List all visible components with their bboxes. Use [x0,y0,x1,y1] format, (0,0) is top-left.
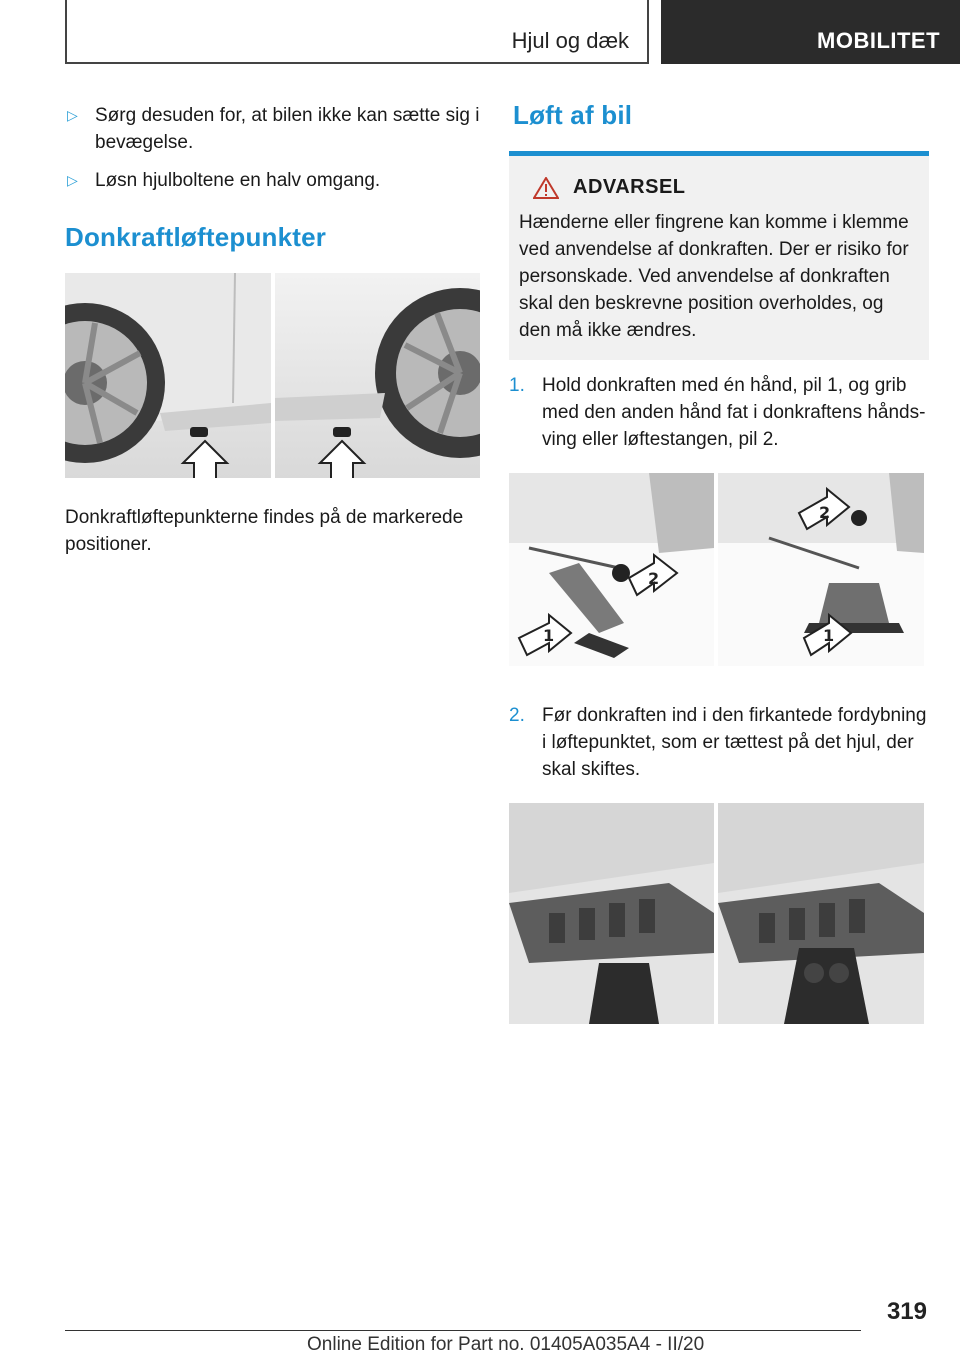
header-chapter-box [661,0,960,64]
warning-title-row [519,174,919,201]
footer-edition-text: Online Edition for Part no. 01405A035A4 - II/20 [307,1334,705,1355]
warning-box [509,151,929,360]
warning-text: Hænderne eller fingrene kan komme i klemme ved anvendelse af donkraften. Der er risiko for personskade. Ved anvendelse af donkraften skal den beskrevne position overholdes, og den må ikke ændres. [519,212,909,341]
step-text: Hold donkraften med én hånd, pil 1, og grib med den anden hånd fat i donkraftens hånds-ving eller løftestangen, pil 2. [542,375,926,450]
section-heading-jack-points: Donkraftløftepunkter [65,222,327,252]
jack-placement-photo [509,803,924,1024]
arrow-label-2: 2 [648,569,660,588]
step-number: 1. [509,375,525,396]
step-number: 2. [509,705,525,726]
jack-handling-photo [509,473,924,666]
figure-caption: Donkraftløftepunkterne findes på de markerede positioner. [65,507,464,555]
section-heading-lift-car: Løft af bil [513,100,633,130]
bullet-text: Sørg desuden for, at bilen ikke kan sætte sig i bevægelse. [95,105,480,153]
arrow-label-1: 1 [543,626,555,645]
triangle-bullet-icon: ▷ [67,107,78,123]
warning-title: ADVARSEL [573,176,686,198]
bullet-item [65,167,480,194]
arrow-label-2b: 2 [819,503,831,522]
right-column [509,102,929,1024]
header-section-title: Hjul og dæk [511,28,629,53]
footer-divider [65,1330,861,1331]
page-number: 319 [886,1298,927,1325]
header-section-box [65,0,649,64]
step-text: Før donkraften ind i den firkantede fordybning i løftepunktet, som er tættest på det hjul, der skal skiftes. [542,705,927,780]
jack-points-photo [65,273,480,478]
triangle-bullet-icon: ▷ [67,172,78,188]
arrow-label-1b: 1 [823,626,835,645]
step-item [509,372,929,453]
warning-triangle-icon [533,177,559,199]
header-chapter-title: MOBILITET [817,28,941,53]
bullet-item [65,102,480,156]
bullet-text: Løsn hjulboltene en halv omgang. [95,170,381,191]
left-column [65,102,480,558]
step-item [509,702,929,783]
